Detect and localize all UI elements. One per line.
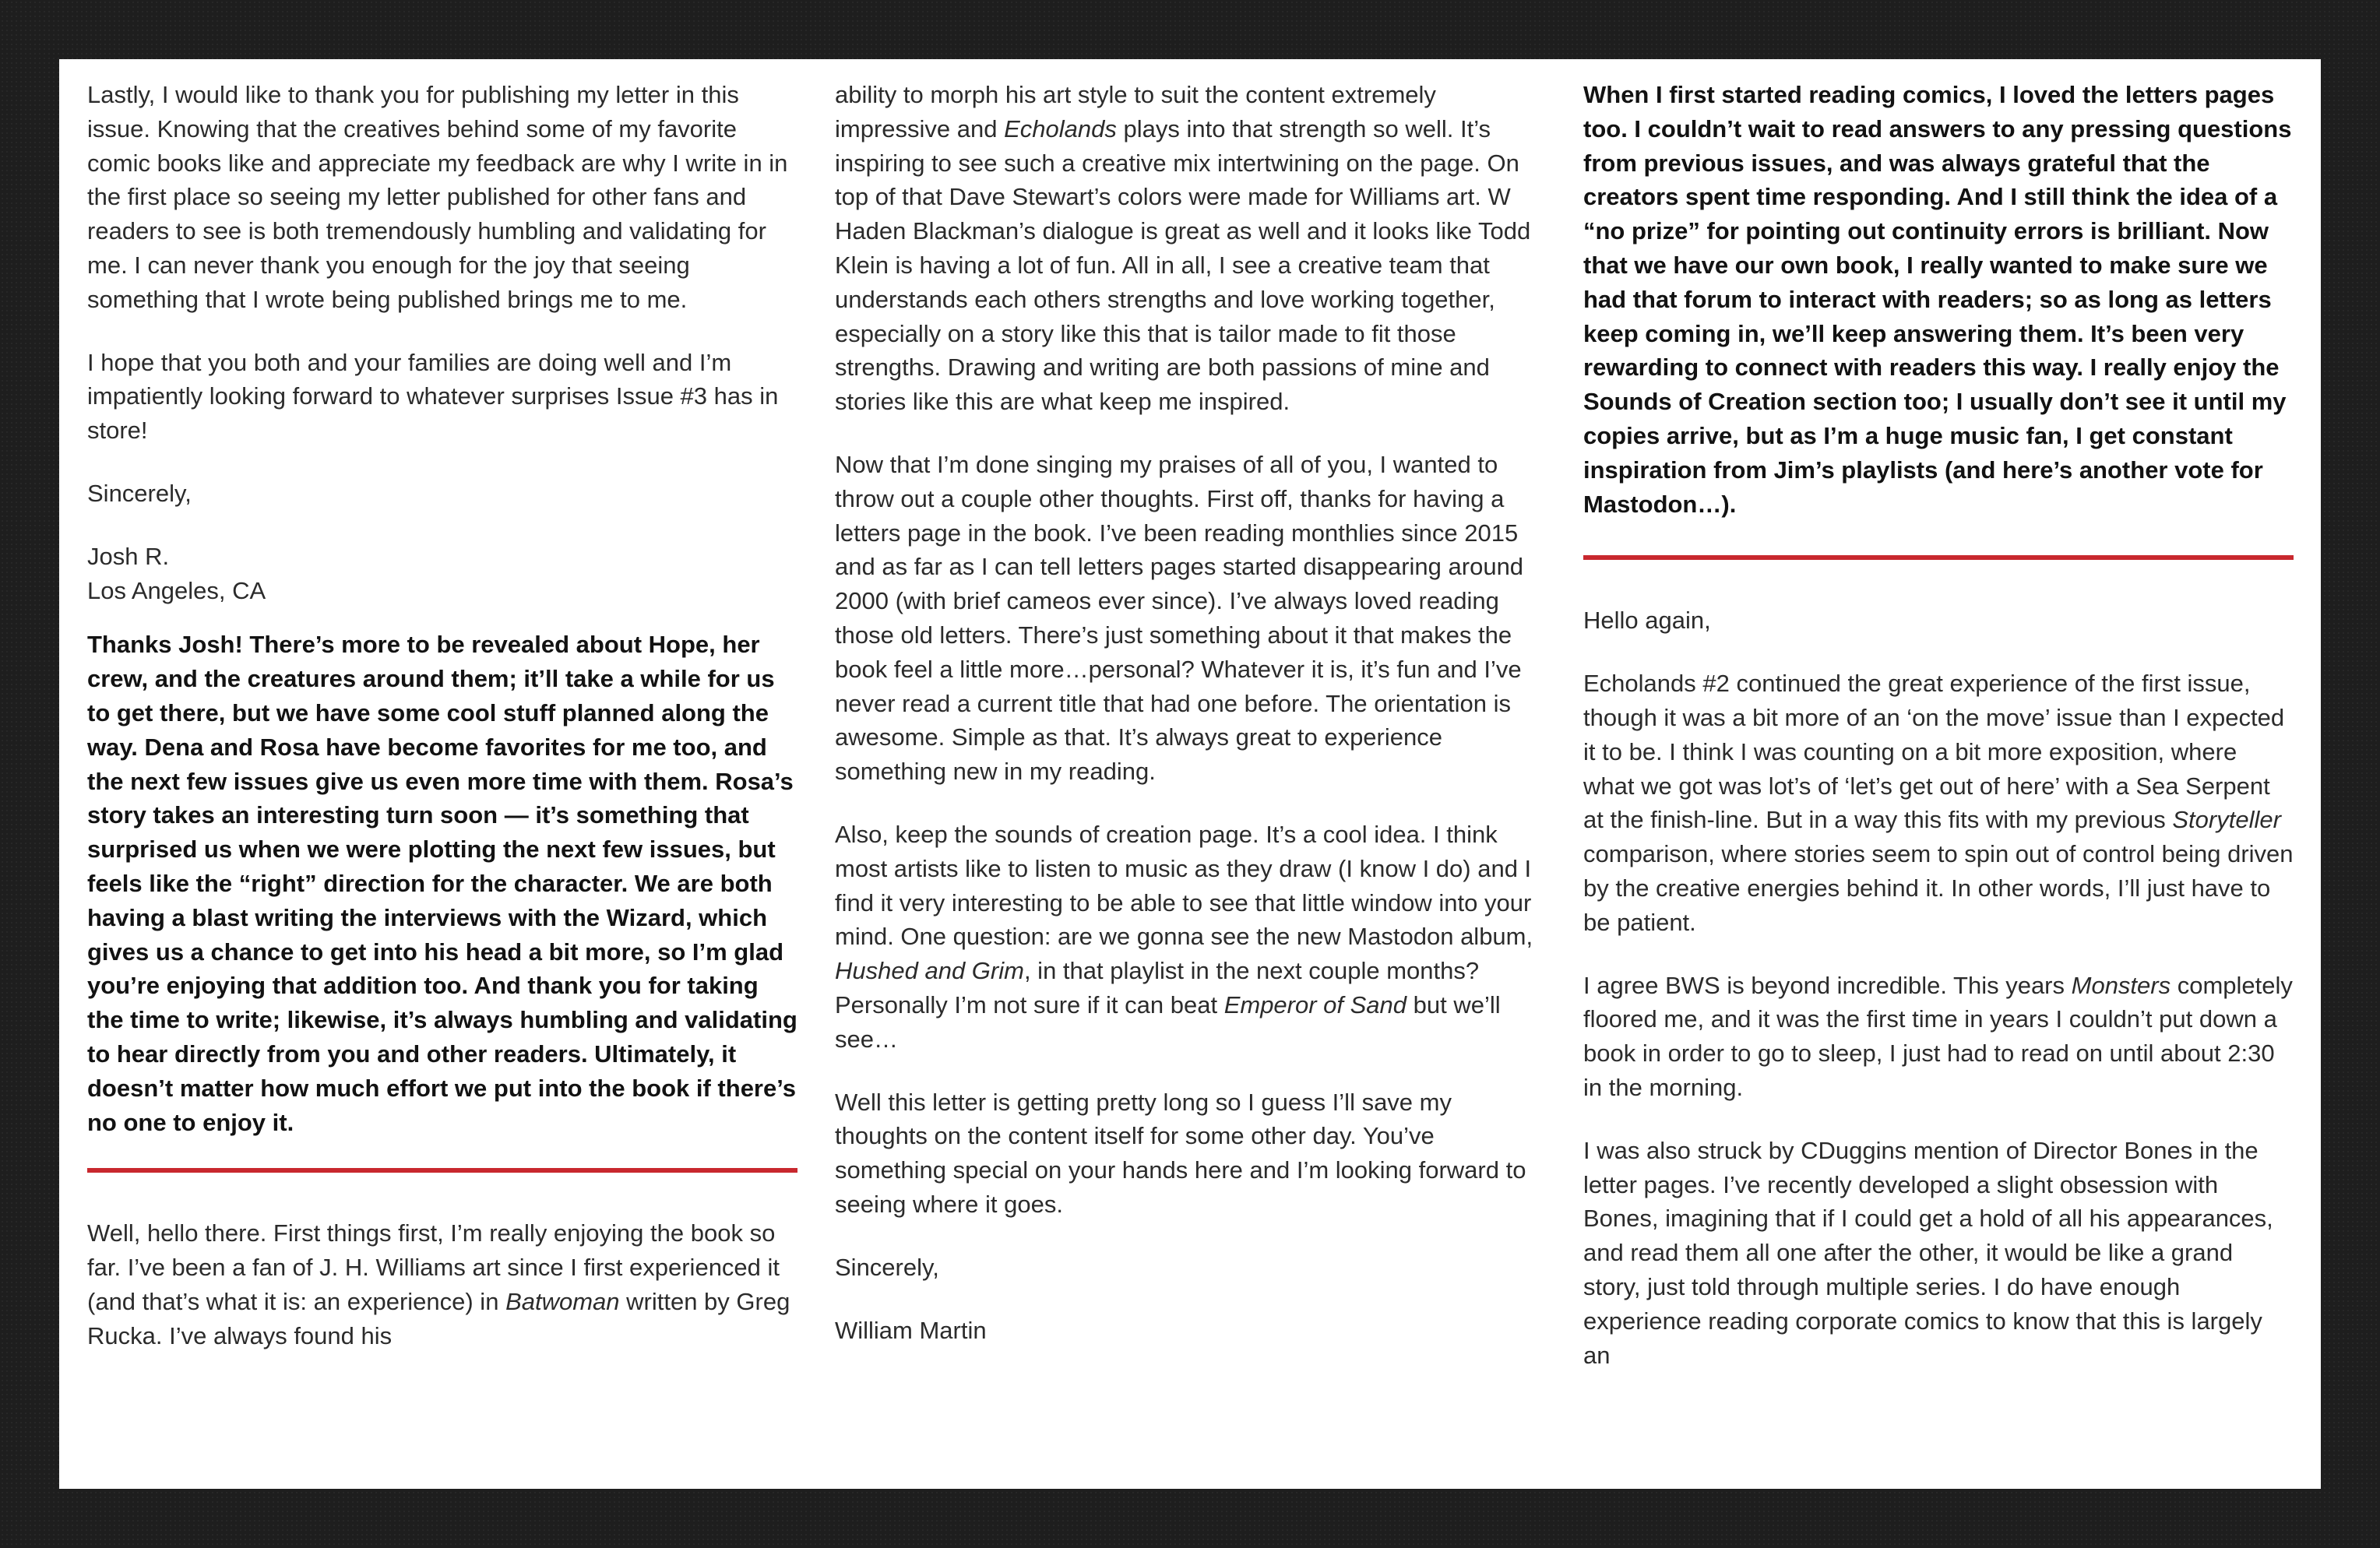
letter-paragraph: Well this letter is getting pretty long so I guess I’ll save my thoughts on the content itself for some other day. You’ve something special on your hands here and I’m looking forward to seeing where it goes. bbox=[835, 1088, 1526, 1218]
letter-author-location: Los Angeles, CA bbox=[87, 576, 266, 604]
editor-reply: Thanks Josh! There’s more to be revealed about Hope, her crew, and the creatures around them; it’ll take a while for us to get there, but we have some cool stuff planned along the way. Dena and Rosa have become favorites for me too, and the next few issues give us even more time with them. Rosa’s story takes an interesting turn soon — it’s something that surprised us when we were plotting the next few issues, but feels like the “right” direction for the character. We are both having a blast writing the interviews with the Wizard, which gives us a chance to get into his head a bit more, so I’m glad you’re enjoying that addition too. And thank you for taking the time to write; likewise, it’s always humbling and validating to hear directly from you and other readers. Ultimately, it doesn’t matter how much effort we put into the book if there’s no one to enjoy it. bbox=[87, 631, 797, 1136]
letter-paragraph: I hope that you both and your families are doing well and I’m impatiently looking forward to whatever surprises Issue #3 has in store! bbox=[87, 348, 779, 445]
letter-closing: Sincerely, bbox=[87, 479, 192, 507]
letter-paragraph: ability to morph his art style to suit the content extremely impressive and Echolands plays into that strength so well. It’s inspiring to see such a creative mix intertwining on the page. On top of that Dave Stewart’s colors were made for Williams art. W Haden Blackman’s dialogue is great as well and it looks like Todd Klein is having a lot of fun. All in all, I see a creative team that understands each others strengths and love working together, especially on a story like this that is tailor made to fit those strengths. Drawing and writing are both passions of mine and stories like this are what keep me inspired. bbox=[835, 81, 1531, 416]
section-divider bbox=[87, 1168, 797, 1173]
letter-author-name: William Martin bbox=[835, 1316, 987, 1344]
letter-paragraph: Lastly, I would like to thank you for publishing my letter in this issue. Knowing that the creatives behind some of my favorite comic books like and appreciate my feedback are why I write in in the first place so seeing my letter published for other fans and readers to see is both tremendously humbling and validating for me. I can never thank you enough for the joy that seeing something that I wrote being published brings me to me. bbox=[87, 81, 788, 313]
letter-paragraph: Echolands #2 continued the great experience of the first issue, though it was a bit more of an ‘on the move’ issue than I expected it to be. I think I was counting on a bit more exposition, where what we got was lot’s of ‘let’s get out of here’ with a Sea Serpent at the finish-line. But in a way this fits with my previous Storyteller comparison, where stories seem to spin out of control being driven by the creative energies behind it. In other words, I’ll just have to be patient. bbox=[1583, 670, 2294, 936]
column-2 bbox=[835, 78, 1545, 1376]
letter-paragraph: Also, keep the sounds of creation page. It’s a cool idea. I think most artists like to listen to music as they draw (I know I do) and I find it very interesting to be able to see that little window into your mind. One question: are we gonna see the new Mastodon album, Hushed and Grim, in that playlist in the next couple months? Personally I’m not sure if it can beat Emperor of Sand but we’ll see… bbox=[835, 820, 1533, 1053]
section-divider bbox=[1583, 555, 2294, 560]
letters-page bbox=[59, 59, 2321, 1489]
editor-reply: When I first started reading comics, I loved the letters pages too. I couldn’t wait to read answers to any pressing questions from previous issues, and was always grateful that the creators spent time responding. And I still think the idea of a “no prize” for pointing out continuity errors is brilliant. Now that we have our own book, I really wanted to make sure we had that forum to interact with readers; so as long as letters keep coming in, we’ll keep answering them. It’s been very rewarding to connect with readers this way. I really enjoy the Sounds of Creation section too; I usually don’t see it until my copies arrive, but as I’m a huge music fan, I get constant inspiration from Jim’s playlists (and here’s another vote for Mastodon…). bbox=[1583, 81, 2292, 518]
column-1 bbox=[87, 78, 797, 1382]
letter-greeting: Hello again, bbox=[1583, 607, 1711, 635]
letter-closing: Sincerely, bbox=[835, 1253, 939, 1281]
letter-paragraph: Well, hello there. First things first, I’m really enjoying the book so far. I’ve been a fan of J. H. Williams art since I first experienced it (and that’s what it is: an experience) in Batwoman written by Greg Rucka. I’ve always found his bbox=[87, 1219, 790, 1349]
letter-paragraph: I agree BWS is beyond incredible. This years Monsters completely floored me, and it was the first time in years I couldn’t put down a book in order to go to sleep, I just had to read on until about 2:30 in the morning. bbox=[1583, 971, 2293, 1101]
letter-author-name: Josh R. bbox=[87, 542, 170, 570]
letter-paragraph: I was also struck by CDuggins mention of Director Bones in the letter pages. I’ve recently developed a slight obsession with Bones, imagining that if I could get a hold of all his appearances, and read them all one after the other, it would be like a grand story, just told through multiple series. I do have enough experience reading corporate comics to know that this is largely an bbox=[1583, 1136, 2273, 1369]
letter-paragraph: Now that I’m done singing my praises of all of you, I wanted to throw out a couple other thoughts. First off, thanks for having a letters page in the book. I’ve been reading monthlies since 2015 and as far as I can tell letters pages started disappearing around 2000 (with brief cameos ever since). I’ve always loved reading those old letters. There’s just something about it that makes the book feel a little more…personal? Whatever it is, it’s fun and I’ve never read a current title that had one before. The orientation is awesome. Simple as that. It’s always great to experience something new in my reading. bbox=[835, 450, 1524, 786]
column-3 bbox=[1583, 78, 2294, 1401]
